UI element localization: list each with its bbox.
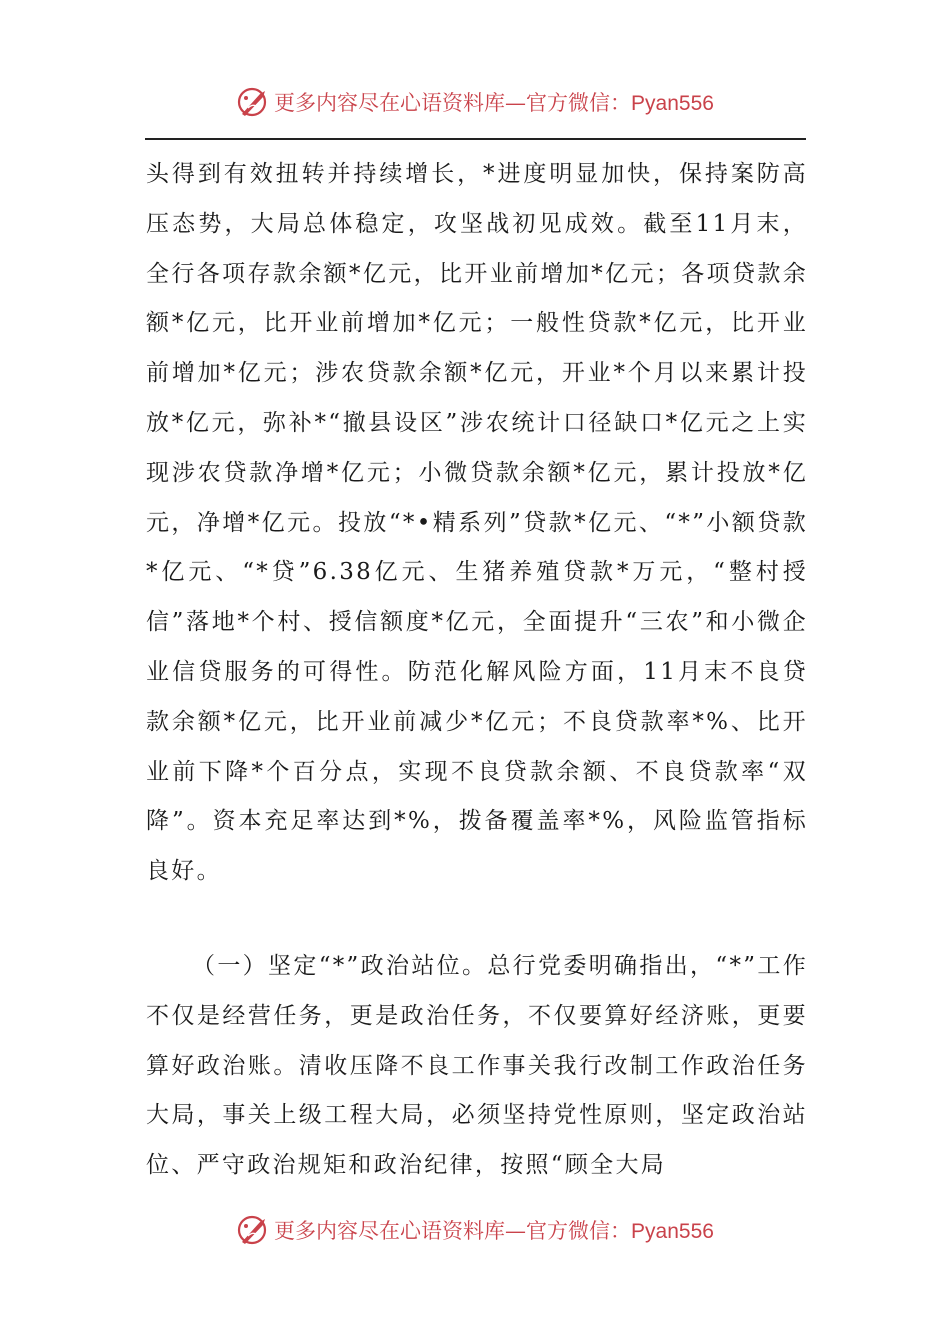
footer-banner-inner [236,1212,714,1248]
pen-logo-icon [236,84,272,120]
footer-banner [0,1208,950,1252]
footer-slogan: 更多内容尽在心语资料库—官方微信： [274,1219,632,1243]
body-paragraph-1: 头得到有效扭转并持续增长，*进度明显加快，保持案防高压态势，大局总体稳定，攻坚战初见成效。截至11月末，全行各项存款余额*亿元，比开业前增加*亿元；各项贷款余额*亿元，比开业前增加*亿元；一般性贷款*亿元，比开业前增加*亿元；涉农贷款余额*亿元，开业*个月以来累计投放*亿元，弥补*“撤县设区”涉农统计口径缺口*亿元之上实现涉农贷款净增*亿元；小微贷款余额*亿元，累计投放*亿元，净增*亿元。投放“*•精系列”贷款*亿元、“*”小额贷款*亿元、“*贷”6.38亿元、生猪养殖贷款*万元，“整村授信”落地*个村、授信额度*亿元，全面提升“三农”和小微企业信贷服务的可得性。防范化解风险方面，11月末不良贷款余额*亿元，比开业前减少*亿元；不良贷款率*%、比开业前下降*个百分点，实现不良贷款余额、不良贷款率“双降”。资本充足率达到*%，拨备覆盖率*%，风险监管指标良好。 [146,161,808,885]
header-banner-inner [236,84,714,120]
pen-logo-icon [236,1212,272,1248]
footer-banner-text [274,1215,714,1245]
body-paragraph-2: （一）坚定“*”政治站位。总行党委明确指出，“*”工作不仅是经营任务，更是政治任务，不仅要算好经济账，更要算好政治账。清收压降不良工作事关我行改制工作政治任务大局，事关上级工程大局，必须坚持党性原则，坚定政治站位、严守政治规矩和政治纪律，按照“顾全大局 [146,952,808,1179]
document-body [146,150,808,1191]
header-divider [145,138,806,140]
footer-wechat-id: Pyan556 [631,1220,714,1243]
header-banner-text [274,87,714,117]
header-banner [0,80,950,124]
header-wechat-id: Pyan556 [631,92,714,115]
header-slogan: 更多内容尽在心语资料库—官方微信： [274,91,632,115]
